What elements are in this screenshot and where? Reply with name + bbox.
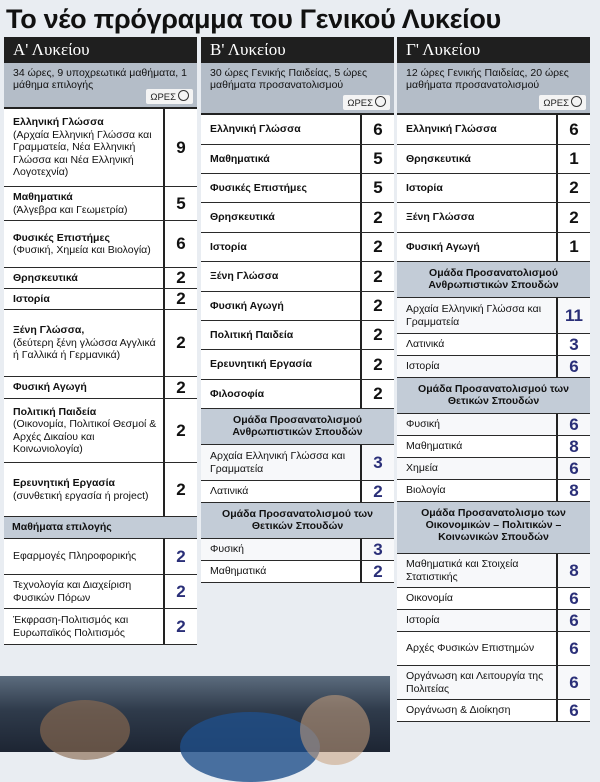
subject-name: Φυσική xyxy=(406,418,441,431)
group-header: Ομάδα Προσανατολισμο των Οικονομικών – Πολιτικών – Κοινωνικών Σπουδών xyxy=(397,502,590,554)
table-row xyxy=(4,399,197,463)
subject-name: Αρχαία Ελληνική Γλώσσα και Γραμματεία xyxy=(406,303,542,328)
table-row xyxy=(397,436,590,458)
hours-value: 6 xyxy=(556,414,590,435)
subject-name: Μαθηματικά xyxy=(210,565,267,578)
subject-name: Χημεία xyxy=(406,462,438,475)
intro-text: 34 ώρες, 9 υποχρεωτικά μαθήματα, 1 μάθημα επιλογής xyxy=(13,67,187,91)
subject-name: Πολιτική Παιδεία xyxy=(13,405,97,418)
column-intro xyxy=(4,63,197,109)
clock-icon xyxy=(375,96,386,107)
table-row xyxy=(397,203,590,233)
table-row xyxy=(397,554,590,588)
hours-value: 2 xyxy=(163,539,197,574)
hours-value: 2 xyxy=(163,609,197,644)
table-row xyxy=(4,109,197,187)
subject-name: Ξένη Γλώσσα xyxy=(210,270,279,283)
subject-detail: (Οικονομία, Πολιτικοί Θεσμοί & Αρχές Δικαίου και Κοινωνιολογία) xyxy=(13,418,157,455)
hours-label: ΩΡΕΣ xyxy=(543,97,569,109)
subject-name: Βιολογία xyxy=(406,484,446,497)
hours-value: 6 xyxy=(556,458,590,479)
table-row xyxy=(201,262,394,292)
table-row xyxy=(201,233,394,262)
hours-value: 3 xyxy=(360,445,394,480)
table-row xyxy=(397,356,590,378)
table-row xyxy=(201,174,394,203)
hours-value: 2 xyxy=(163,310,197,376)
table-row xyxy=(397,588,590,610)
table-row xyxy=(201,561,394,583)
hours-value: 3 xyxy=(360,539,394,560)
background-photo-shape xyxy=(40,700,130,760)
table-row xyxy=(4,463,197,517)
intro-text: 30 ώρες Γενικής Παιδείας, 5 ώρες μαθήματα προσανατολισμού xyxy=(210,67,368,91)
subject-name: Ερευνητική Εργασία xyxy=(210,358,312,371)
table-row xyxy=(397,632,590,666)
subject-detail: (δεύτερη ξένη γλώσσα Αγγλικά ή Γαλλικά ή Γερμανικά) xyxy=(13,336,156,362)
hours-value: 5 xyxy=(360,174,394,202)
subject-name: Φιλοσοφία xyxy=(210,387,265,400)
table-row xyxy=(4,310,197,377)
subject-name: Ξένη Γλώσσα xyxy=(406,211,475,224)
subject-name: Θρησκευτικά xyxy=(406,152,471,165)
hours-value: 6 xyxy=(556,700,590,721)
subject-name: Μαθηματικά xyxy=(13,191,73,203)
hours-value: 8 xyxy=(556,554,590,587)
table-row xyxy=(201,445,394,481)
table-row xyxy=(201,321,394,350)
hours-header xyxy=(146,89,193,105)
hours-value: 6 xyxy=(556,632,590,665)
table-row xyxy=(201,145,394,174)
table-row xyxy=(4,377,197,399)
table-row xyxy=(201,115,394,145)
subject-name: Εφαρμογές Πληροφορικής xyxy=(13,550,137,563)
hours-value: 11 xyxy=(556,298,590,333)
subject-detail: (συνθετική εργασία ή project) xyxy=(13,489,149,502)
subject-name: Ξένη Γλώσσα, xyxy=(13,324,85,337)
table-row xyxy=(201,481,394,503)
table-row xyxy=(397,115,590,145)
column-intro xyxy=(397,63,590,115)
hours-value: 6 xyxy=(556,666,590,699)
column-intro xyxy=(201,63,394,115)
hours-value: 5 xyxy=(163,187,197,220)
table-row xyxy=(4,187,197,221)
group-header: Ομάδα Προσανατολισμού Ανθρωπιστικών Σπουδών xyxy=(201,409,394,445)
table-row xyxy=(4,221,197,268)
subject-name: Φυσική Αγωγή xyxy=(210,299,284,312)
table-row xyxy=(397,610,590,632)
hours-value: 5 xyxy=(360,145,394,173)
table-row xyxy=(4,268,197,289)
column-title: Α' Λυκείου xyxy=(4,37,197,63)
hours-value: 2 xyxy=(163,399,197,462)
subject-name: Οργάνωση και Λειτουργία της Πολιτείας xyxy=(406,670,544,695)
table-row xyxy=(397,480,590,502)
subject-name: Λατινικά xyxy=(406,338,445,351)
subject-name: Φυσική Αγωγή xyxy=(13,381,87,394)
subject-name: Φυσική Αγωγή xyxy=(406,240,480,253)
subject-name: Ελληνική Γλώσσα xyxy=(210,123,301,136)
hours-value: 9 xyxy=(163,109,197,186)
hours-value: 2 xyxy=(163,268,197,288)
table-row xyxy=(397,298,590,334)
table-row xyxy=(201,203,394,233)
hours-value: 8 xyxy=(556,436,590,457)
column-a-lykeiou xyxy=(4,37,197,645)
background-photo-shape xyxy=(180,712,320,782)
table-row xyxy=(397,233,590,262)
hours-value: 2 xyxy=(163,289,197,309)
table-row xyxy=(397,145,590,174)
hours-value: 6 xyxy=(163,221,197,267)
table-row xyxy=(397,666,590,700)
hours-value: 1 xyxy=(556,145,590,173)
hours-value: 2 xyxy=(556,174,590,202)
subject-name: Μαθηματικά xyxy=(210,152,270,165)
hours-label: ΩΡΕΣ xyxy=(347,97,373,109)
subject-name: Ιστορία xyxy=(406,614,440,627)
hours-value: 2 xyxy=(163,575,197,608)
page-title: Το νέο πρόγραμμα του Γενικού Λυκείου xyxy=(6,4,501,34)
column-c-lykeiou xyxy=(397,37,590,722)
table-row xyxy=(397,414,590,436)
subject-name: Ερευνητική Εργασία xyxy=(13,477,115,489)
group-header: Ομάδα Προσανατολισμού των Θετικών Σπουδών xyxy=(201,503,394,539)
subject-name: Μαθηματικά xyxy=(406,440,463,453)
subject-name: Θρησκευτικά xyxy=(210,211,275,224)
hours-value: 2 xyxy=(360,292,394,320)
table-row xyxy=(201,539,394,561)
table-row xyxy=(201,292,394,321)
clock-icon xyxy=(178,90,189,101)
intro-text: 12 ώρες Γενικής Παιδείας, 20 ώρες μαθήματα προσανατολισμού xyxy=(406,67,569,91)
subject-name: Φυσική xyxy=(210,543,245,556)
hours-value: 2 xyxy=(163,463,197,516)
column-b-lykeiou xyxy=(201,37,394,583)
subject-name: Λατινικά xyxy=(210,485,249,498)
table-row xyxy=(201,380,394,409)
subject-detail: (Άλγεβρα και Γεωμετρία) xyxy=(13,203,128,216)
subject-name: Οικονομία xyxy=(406,592,454,605)
subject-name: Ελληνική Γλώσσα xyxy=(13,116,104,129)
hours-value: 2 xyxy=(360,262,394,291)
subject-detail: (Αρχαία Ελληνική Γλώσσα και Γραμματεία, Νέα Ελληνική Γλώσσα και Νέα Ελληνική Λογοτεχνία) xyxy=(13,128,152,179)
subject-name: Οργάνωση & Διοίκηση xyxy=(406,704,511,717)
hours-value: 2 xyxy=(360,350,394,379)
hours-value: 2 xyxy=(556,203,590,232)
table-row xyxy=(397,174,590,203)
subject-name: Ιστορία xyxy=(406,360,440,373)
hours-label: ΩΡΕΣ xyxy=(150,91,176,103)
group-header: Ομάδα Προσανατολισμού των Θετικών Σπουδών xyxy=(397,378,590,414)
hours-value: 6 xyxy=(360,115,394,144)
hours-value: 2 xyxy=(360,321,394,349)
hours-header xyxy=(539,95,586,111)
subject-name: Θρησκευτικά xyxy=(13,271,78,284)
subject-detail: (Φυσική, Χημεία και Βιολογία) xyxy=(13,244,151,256)
table-row xyxy=(397,700,590,722)
subject-name: Αρχαία Ελληνική Γλώσσα και Γραμματεία xyxy=(210,450,346,475)
hours-value: 8 xyxy=(556,480,590,501)
hours-value: 2 xyxy=(163,377,197,398)
subject-name: Τεχνολογία και Διαχείριση Φυσικών Πόρων xyxy=(13,579,132,604)
subject-name: Έκφραση-Πολιτισμός και Ευρωπαϊκός Πολιτισμός xyxy=(13,614,129,639)
table-row xyxy=(397,334,590,356)
hours-value: 6 xyxy=(556,356,590,377)
hours-value: 3 xyxy=(556,334,590,355)
background-photo-shape xyxy=(300,695,370,765)
subject-name: Φυσικές Επιστήμες xyxy=(13,231,110,244)
column-title: Β' Λυκείου xyxy=(201,37,394,63)
hours-value: 2 xyxy=(360,233,394,261)
subject-name: Ιστορία xyxy=(210,240,247,253)
table-row xyxy=(201,350,394,380)
column-title: Γ' Λυκείου xyxy=(397,37,590,63)
group-header: Ομάδα Προσανατολισμού Ανθρωπιστικών Σπουδών xyxy=(397,262,590,298)
subject-name: Ελληνική Γλώσσα xyxy=(406,123,497,136)
hours-header xyxy=(343,95,390,111)
subject-name: Πολιτική Παιδεία xyxy=(210,328,294,341)
table-row xyxy=(4,575,197,609)
subject-name: Ιστορία xyxy=(13,292,50,305)
hours-value: 2 xyxy=(360,561,394,582)
group-header: Μαθήματα επιλογής xyxy=(4,517,197,539)
hours-value: 1 xyxy=(556,233,590,261)
hours-value: 2 xyxy=(360,481,394,502)
hours-value: 6 xyxy=(556,610,590,631)
subject-name: Αρχές Φυσικών Επιστημών xyxy=(406,642,535,655)
subject-name: Ιστορία xyxy=(406,181,443,194)
subject-name: Μαθηματικά και Στοιχεία Στατιστικής xyxy=(406,558,519,583)
hours-value: 6 xyxy=(556,115,590,144)
table-row xyxy=(397,458,590,480)
clock-icon xyxy=(571,96,582,107)
table-row xyxy=(4,289,197,310)
hours-value: 2 xyxy=(360,380,394,408)
subject-name: Φυσικές Επιστήμες xyxy=(210,181,307,194)
hours-value: 6 xyxy=(556,588,590,609)
hours-value: 2 xyxy=(360,203,394,232)
table-row xyxy=(4,609,197,645)
table-row xyxy=(4,539,197,575)
